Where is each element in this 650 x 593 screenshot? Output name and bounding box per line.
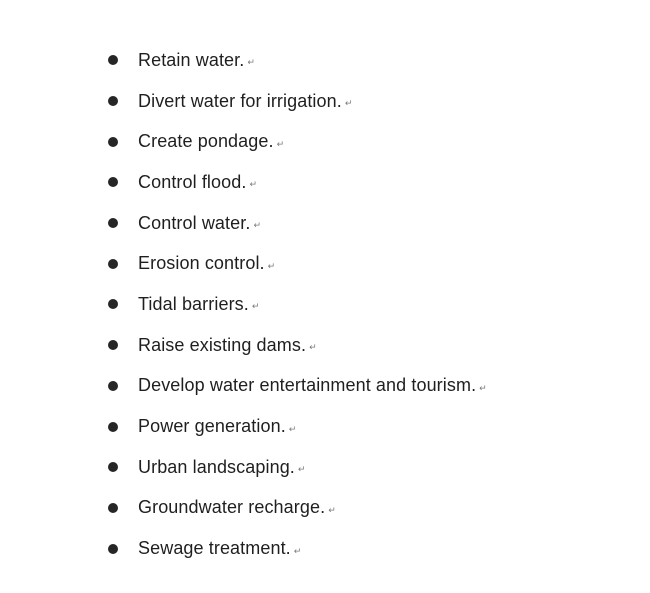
bullet-dot-icon	[108, 55, 118, 65]
bullet-list	[108, 40, 487, 569]
bullet-dot-icon	[108, 422, 118, 432]
list-item	[108, 406, 487, 447]
bullet-dot-icon	[108, 503, 118, 513]
list-item-text: Groundwater recharge.	[138, 497, 326, 518]
list-item	[108, 162, 487, 203]
list-item-text: Tidal barriers.	[138, 293, 249, 314]
list-item	[108, 366, 487, 407]
list-item-text: Control water.	[138, 212, 251, 233]
list-item-text: Control flood.	[138, 171, 247, 192]
list-item-text: Retain water.	[138, 49, 245, 70]
bullet-dot-icon	[108, 218, 118, 228]
list-item	[108, 528, 487, 569]
bullet-dot-icon	[108, 96, 118, 106]
bullet-dot-icon	[108, 177, 118, 187]
list-item	[108, 488, 487, 529]
list-item	[108, 40, 487, 81]
paragraph-mark-icon: ↵	[309, 343, 317, 354]
paragraph-mark-icon: ↵	[247, 58, 255, 69]
list-item-text: Divert water for irrigation.	[138, 90, 342, 111]
list-item	[108, 81, 487, 122]
list-item	[108, 325, 487, 366]
list-item-text: Sewage treatment.	[138, 538, 291, 559]
bullet-dot-icon	[108, 381, 118, 391]
list-item	[108, 203, 487, 244]
bullet-dot-icon	[108, 462, 118, 472]
paragraph-mark-icon: ↵	[297, 465, 306, 476]
list-item	[108, 121, 487, 162]
paragraph-mark-icon: ↵	[249, 180, 258, 191]
list-item-text: Urban landscaping.	[138, 456, 295, 477]
bullet-dot-icon	[108, 137, 118, 147]
list-item-text: Raise existing dams.	[138, 334, 307, 355]
paragraph-mark-icon: ↵	[344, 99, 353, 110]
paragraph-mark-icon: ↵	[293, 546, 302, 557]
paragraph-mark-icon: ↵	[479, 383, 487, 394]
list-item-text: Develop water entertainment and tourism.	[138, 375, 477, 396]
list-item	[108, 243, 487, 284]
bullet-dot-icon	[108, 544, 118, 554]
paragraph-mark-icon: ↵	[253, 221, 261, 232]
paragraph-mark-icon: ↵	[288, 424, 297, 435]
list-item	[108, 284, 487, 325]
list-item-text: Power generation.	[138, 416, 286, 437]
bullet-dot-icon	[108, 259, 118, 269]
paragraph-mark-icon: ↵	[251, 302, 260, 313]
paragraph-mark-icon: ↵	[328, 505, 336, 516]
bullet-dot-icon	[108, 299, 118, 309]
paragraph-mark-icon: ↵	[276, 139, 285, 150]
bullet-dot-icon	[108, 340, 118, 350]
paragraph-mark-icon: ↵	[267, 261, 276, 272]
list-item-text: Erosion control.	[138, 253, 265, 274]
list-item	[108, 447, 487, 488]
list-item-text: Create pondage.	[138, 131, 274, 152]
